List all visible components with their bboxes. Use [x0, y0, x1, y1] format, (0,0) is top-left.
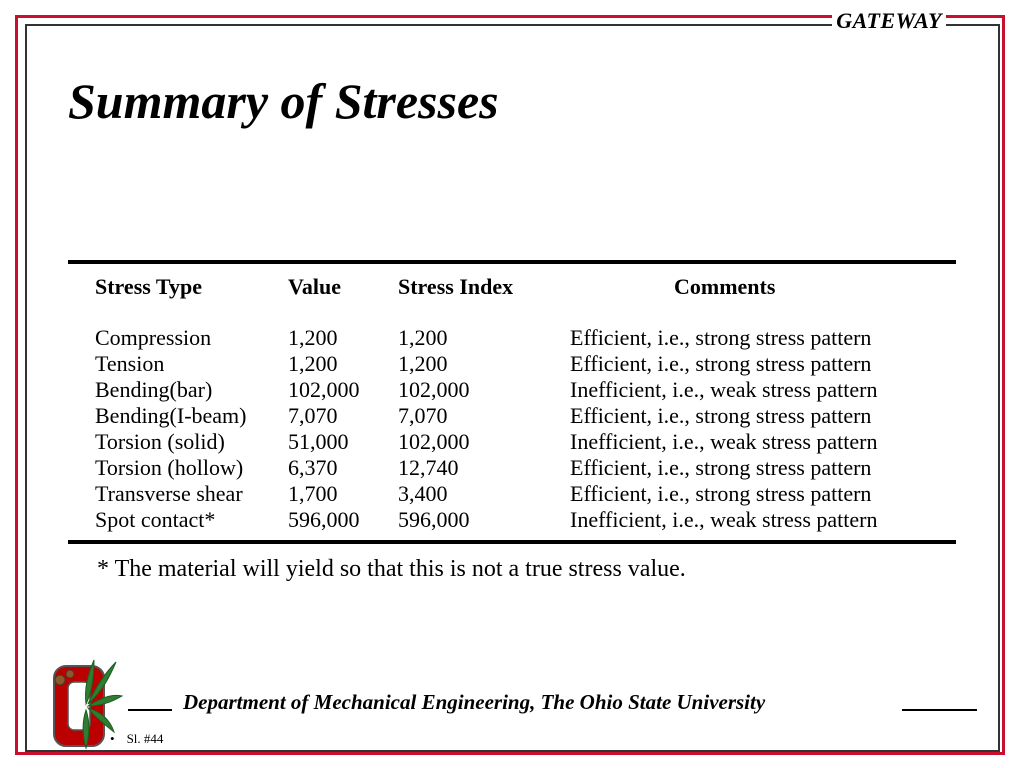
footer-rule-right [902, 709, 977, 711]
table-cell-comment: Efficient, i.e., strong stress pattern [570, 455, 872, 480]
table-cell-value: 1,200 [288, 325, 338, 350]
table-cell-type: Compression [95, 325, 212, 350]
table-cell-comment: Inefficient, i.e., weak stress pattern [570, 377, 878, 402]
table-cell-value: 6,370 [288, 455, 338, 480]
table-cell-type: Torsion (hollow) [95, 455, 244, 480]
table-cell-type: Torsion (solid) [95, 429, 225, 454]
stress-index-column [398, 325, 470, 533]
table-cell-type: Bending(I-beam) [95, 403, 247, 428]
table-cell-type: Tension [95, 351, 165, 376]
table-cell-index: 1,200 [398, 325, 448, 350]
table-cell-index: 596,000 [398, 507, 470, 532]
header-stress-index: Stress Index [398, 274, 514, 299]
table-cell-comment: Inefficient, i.e., weak stress pattern [570, 507, 878, 532]
table-cell-value: 1,200 [288, 351, 338, 376]
table-cell-comment: Efficient, i.e., strong stress pattern [570, 351, 872, 376]
value-column [288, 325, 360, 533]
stress-type-column [95, 325, 247, 533]
table-cell-type: Transverse shear [95, 481, 243, 506]
table-bottom-rule [68, 540, 956, 544]
table-cell-value: 102,000 [288, 377, 360, 402]
page-title: Summary of Stresses [68, 73, 499, 129]
table-cell-index: 3,400 [398, 481, 448, 506]
slide-number [110, 731, 163, 747]
bullet-icon: • [110, 731, 115, 746]
table-cell-index: 102,000 [398, 377, 470, 402]
table-cell-value: 7,070 [288, 403, 338, 428]
table-cell-index: 7,070 [398, 403, 448, 428]
table-cell-type: Bending(bar) [95, 377, 213, 402]
table-cell-index: 102,000 [398, 429, 470, 454]
gateway-brand: GATEWAY [832, 8, 946, 34]
table-cell-value: 1,700 [288, 481, 338, 506]
footer-rule-left [128, 709, 172, 711]
table-cell-index: 1,200 [398, 351, 448, 376]
table-cell-comment: Inefficient, i.e., weak stress pattern [570, 429, 878, 454]
table-cell-comment: Efficient, i.e., strong stress pattern [570, 403, 872, 428]
header-stress-type: Stress Type [95, 274, 202, 299]
header-value: Value [288, 274, 341, 299]
table-cell-type: Spot contact* [95, 507, 216, 532]
slide-number-label: Sl. #44 [126, 731, 164, 746]
table-top-rule [68, 260, 956, 264]
footnote: * The material will yield so that this is not a true stress value. [97, 556, 686, 582]
comments-column [570, 325, 877, 533]
table-cell-index: 12,740 [398, 455, 459, 480]
footer-department: Department of Mechanical Engineering, The Ohio State University [183, 690, 766, 714]
table-cell-comment: Efficient, i.e., strong stress pattern [570, 325, 872, 350]
header-comments: Comments [674, 274, 776, 299]
table-cell-value: 596,000 [288, 507, 360, 532]
table-cell-comment: Efficient, i.e., strong stress pattern [570, 481, 872, 506]
table-cell-value: 51,000 [288, 429, 349, 454]
